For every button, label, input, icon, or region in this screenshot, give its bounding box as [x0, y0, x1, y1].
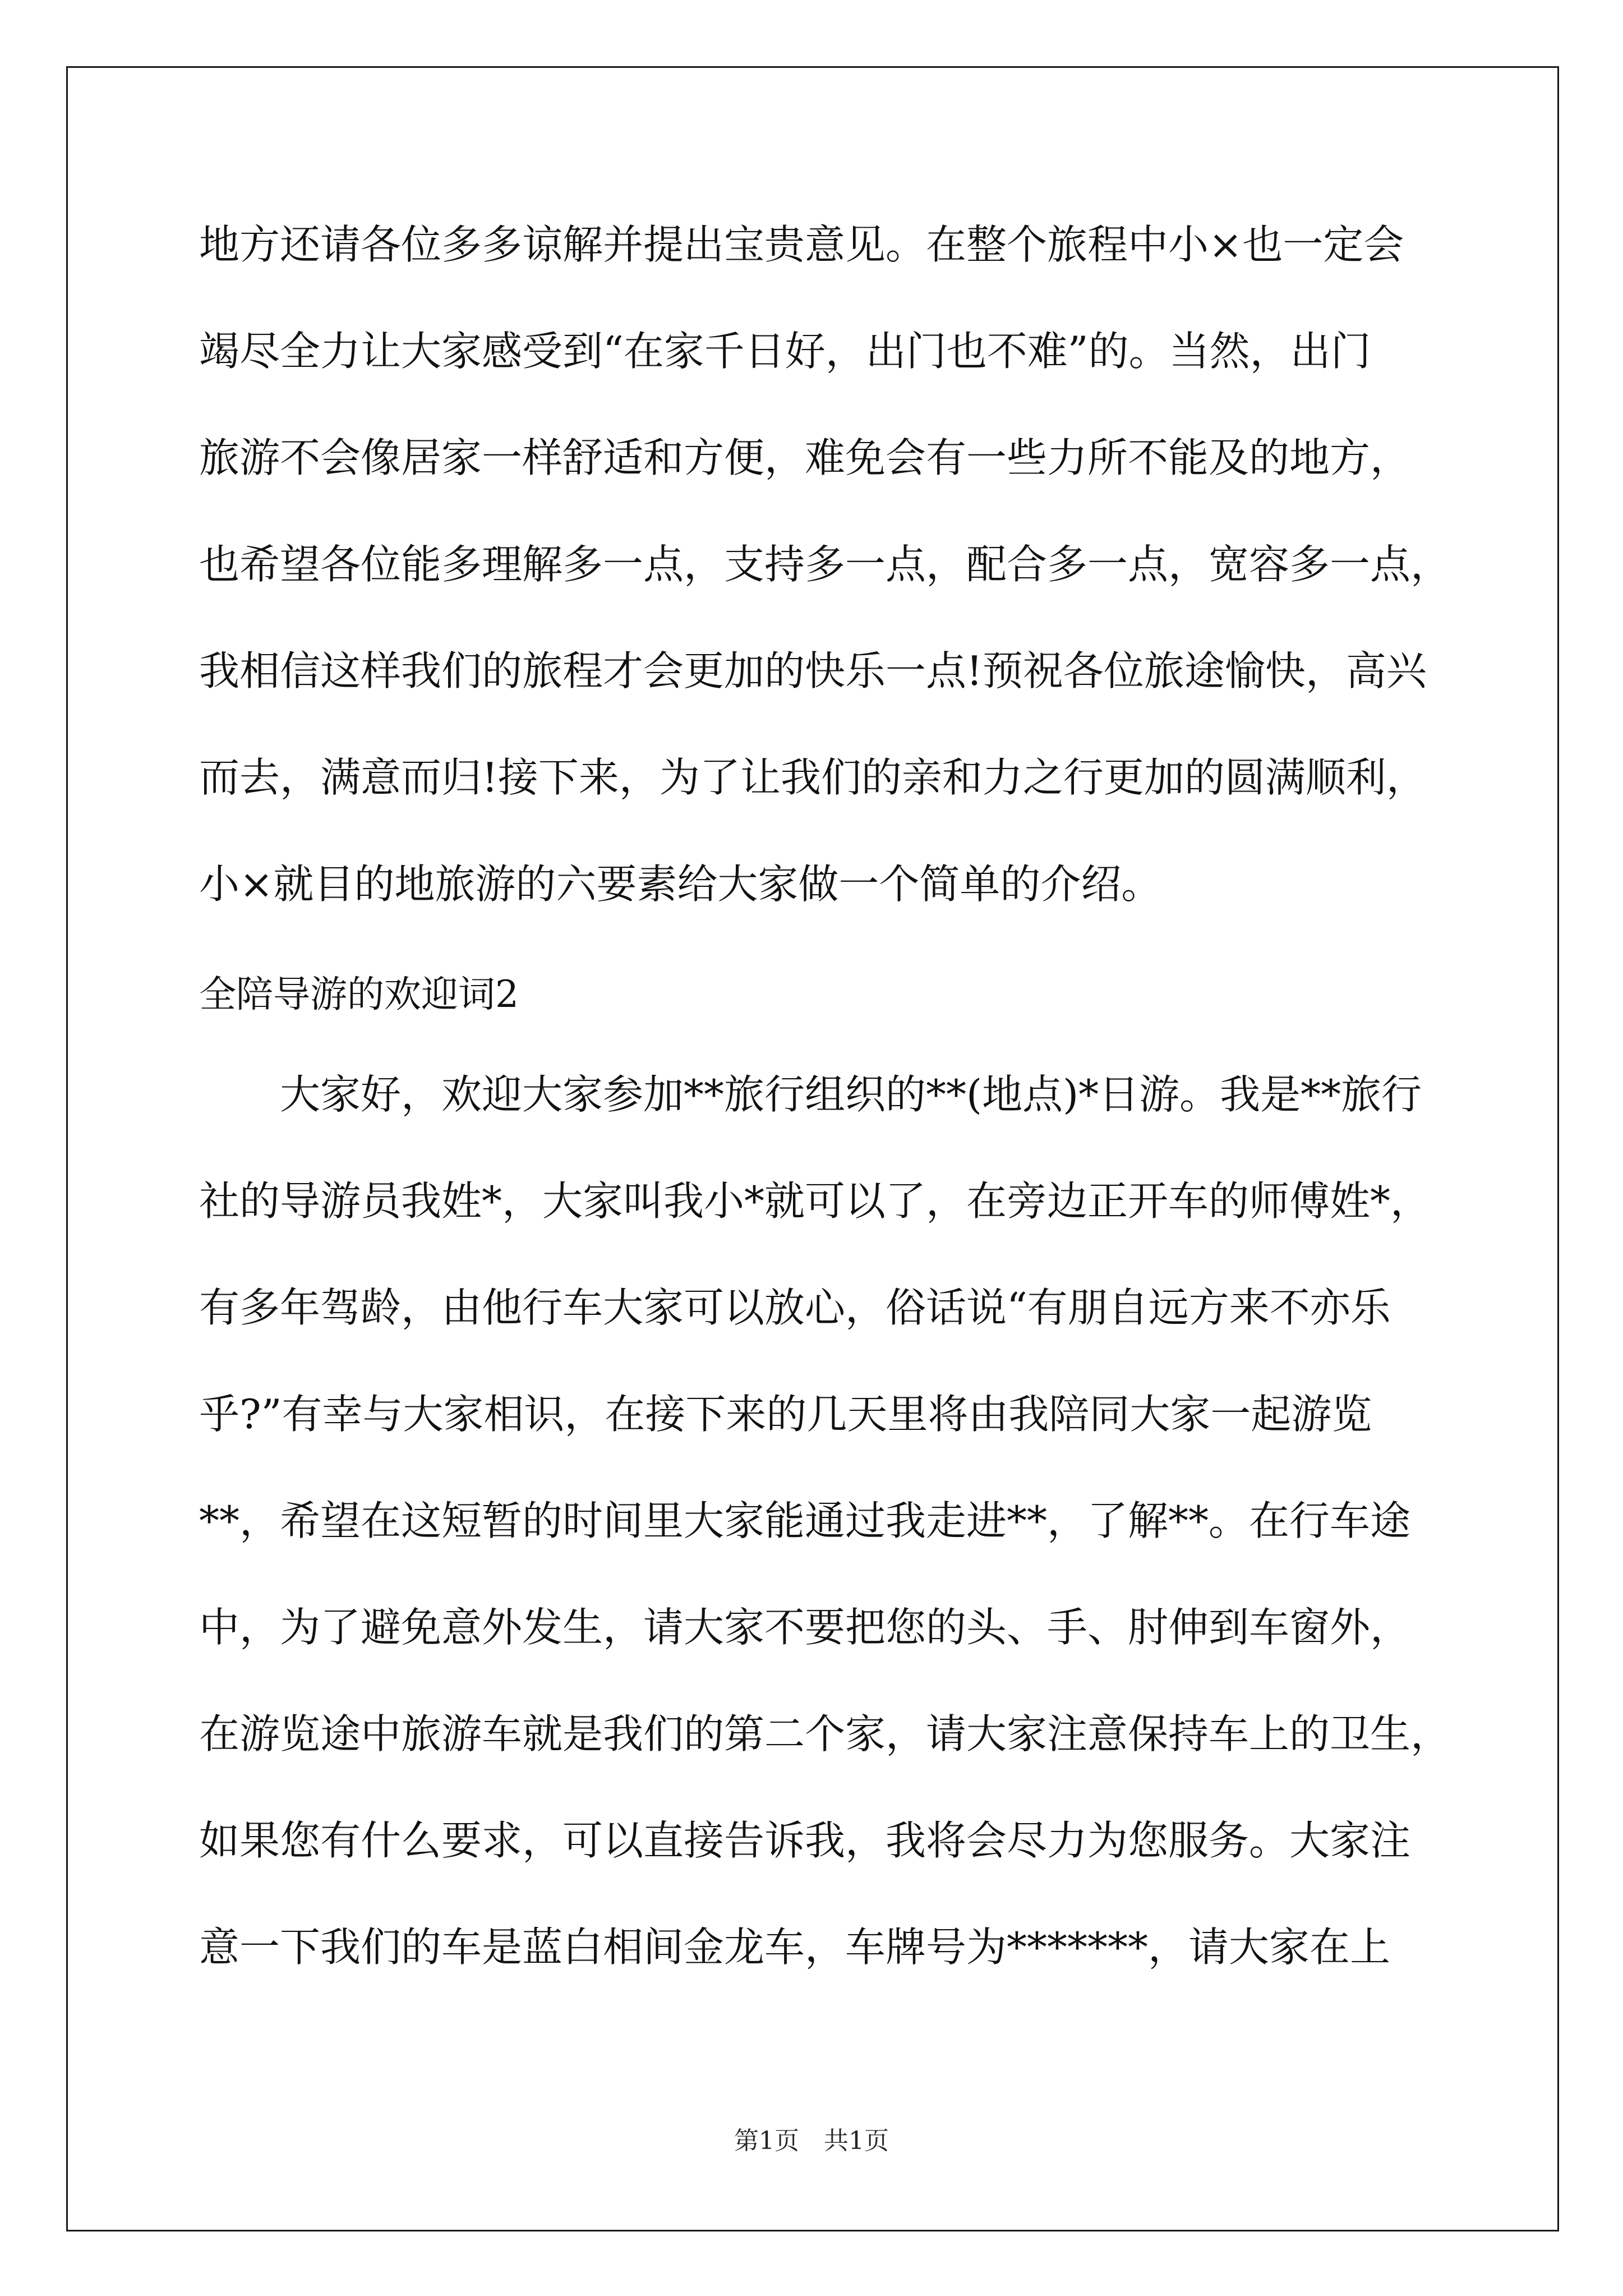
- text-line: 意一下我们的车是蓝白相间金龙车，车牌号为*******，请大家在上: [199, 1924, 1391, 1971]
- text-line: 而去，满意而归!接下来，为了让我们的亲和力之行更加的圆满顺利，: [199, 754, 1427, 801]
- text-line: 也希望各位能多理解多一点，支持多一点，配合多一点，宽容多一点，: [199, 541, 1451, 588]
- text-line: 大家好，欢迎大家参加**旅行组织的**(地点)*日游。我是**旅行: [280, 1071, 1422, 1118]
- section-heading: 全陪导游的欢迎词2: [199, 973, 519, 1016]
- page-number-footer: 第1页 共1页: [734, 2127, 889, 2155]
- text-line: 我相信这样我们的旅程才会更加的快乐一点!预祝各位旅途愉快，高兴: [199, 647, 1427, 694]
- text-line: 在游览途中旅游车就是我们的第二个家，请大家注意保持车上的卫生，: [199, 1710, 1451, 1757]
- text-line: 旅游不会像居家一样舒适和方便，难免会有一些力所不能及的地方，: [199, 434, 1411, 481]
- page-border: [66, 66, 1559, 2231]
- text-line: **，希望在这短暂的时间里大家能通过我走进**，了解**。在行车途: [199, 1497, 1411, 1544]
- text-line: 竭尽全力让大家感受到“在家千日好，出门也不难”的。当然，出门: [199, 328, 1371, 375]
- text-line: 乎?”有幸与大家相识，在接下来的几天里将由我陪同大家一起游览: [199, 1391, 1372, 1438]
- text-line: 有多年驾龄，由他行车大家可以放心，俗话说“有朋自远方来不亦乐: [199, 1284, 1391, 1331]
- text-line: 社的导游员我姓*，大家叫我小*就可以了，在旁边正开车的师傅姓*，: [199, 1177, 1431, 1225]
- text-line: 中，为了避免意外发生，请大家不要把您的头、手、肘伸到车窗外，: [199, 1604, 1411, 1651]
- text-line: 小×就目的地旅游的六要素给大家做一个简单的介绍。: [199, 861, 1162, 908]
- text-line: 地方还请各位多多谅解并提出宝贵意见。在整个旅程中小×也一定会: [199, 221, 1404, 268]
- text-line: 如果您有什么要求，可以直接告诉我，我将会尽力为您服务。大家注: [199, 1817, 1411, 1864]
